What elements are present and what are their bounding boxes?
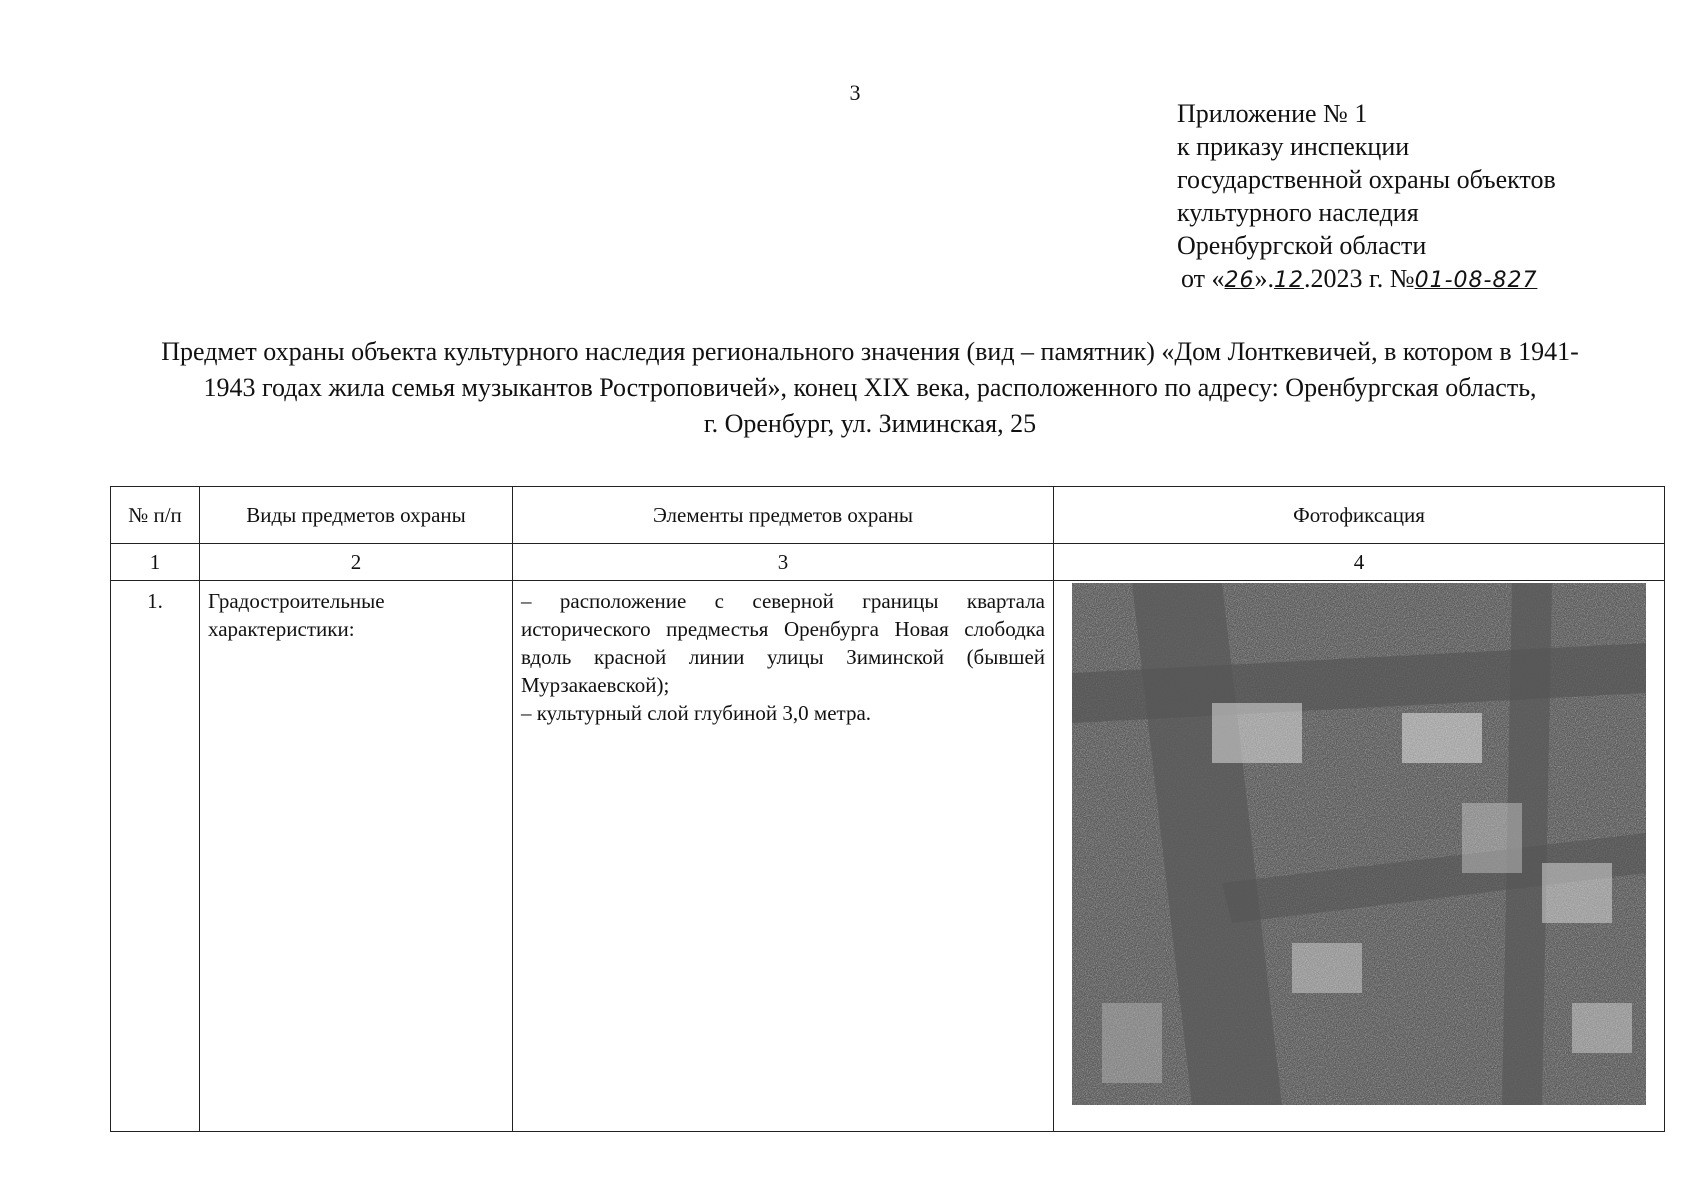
table-header-row bbox=[111, 487, 1665, 544]
page-number: 3 bbox=[849, 80, 861, 105]
element-item: – культурный слой глубиной 3,0 метра. bbox=[521, 701, 872, 725]
column-number: 2 bbox=[200, 544, 513, 581]
appendix-line: Оренбургской области bbox=[1177, 231, 1427, 260]
row-elements bbox=[513, 581, 1054, 1132]
appendix-date-line bbox=[1181, 262, 1556, 297]
row-number: 1. bbox=[111, 581, 200, 1132]
column-number: 4 bbox=[1054, 544, 1665, 581]
order-number-handwritten: 01-08-827 bbox=[1414, 268, 1538, 293]
date-mid: ». bbox=[1254, 264, 1275, 293]
column-number-row bbox=[111, 544, 1665, 581]
date-day-handwritten: 26 bbox=[1224, 268, 1255, 293]
column-number: 1 bbox=[111, 544, 200, 581]
appendix-header bbox=[1177, 97, 1556, 297]
date-month-handwritten: 12 bbox=[1274, 268, 1305, 293]
appendix-line: к приказу инспекции bbox=[1177, 132, 1410, 161]
table-row bbox=[111, 581, 1665, 1132]
appendix-line: государственной охраны объектов bbox=[1177, 165, 1556, 194]
row-kind: Градостроительные характеристики: bbox=[200, 581, 513, 1132]
header-kinds: Виды предметов охраны bbox=[200, 487, 513, 544]
date-year: .2023 г. № bbox=[1304, 264, 1415, 293]
header-photo: Фотофиксация bbox=[1054, 487, 1665, 544]
element-item: – расположение с северной границы квартала исторического предместья Оренбурга Новая слободка вдоль красной линии улицы Зиминской (бывшей Мурзакаевской); bbox=[521, 589, 1045, 697]
document-title bbox=[70, 334, 1670, 442]
protection-table bbox=[110, 486, 1665, 1132]
appendix-line: культурного наследия bbox=[1177, 198, 1419, 227]
title-line: Предмет охраны объекта культурного наследия регионального значения (вид – памятник) «Дом Лонткевичей, в котором в 1941- bbox=[161, 337, 1579, 366]
aerial-photo-icon bbox=[1072, 583, 1646, 1105]
row-photo-cell bbox=[1054, 581, 1665, 1132]
header-number: № п/п bbox=[111, 487, 200, 544]
title-line: г. Оренбург, ул. Зиминская, 25 bbox=[703, 409, 1037, 438]
title-line: 1943 годах жила семья музыкантов Ростроповичей», конец XIX века, расположенного по адресу: Оренбургская область, bbox=[203, 373, 1537, 402]
header-elements: Элементы предметов охраны bbox=[513, 487, 1054, 544]
appendix-line: Приложение № 1 bbox=[1177, 99, 1368, 128]
column-number: 3 bbox=[513, 544, 1054, 581]
date-prefix: от « bbox=[1181, 264, 1225, 293]
